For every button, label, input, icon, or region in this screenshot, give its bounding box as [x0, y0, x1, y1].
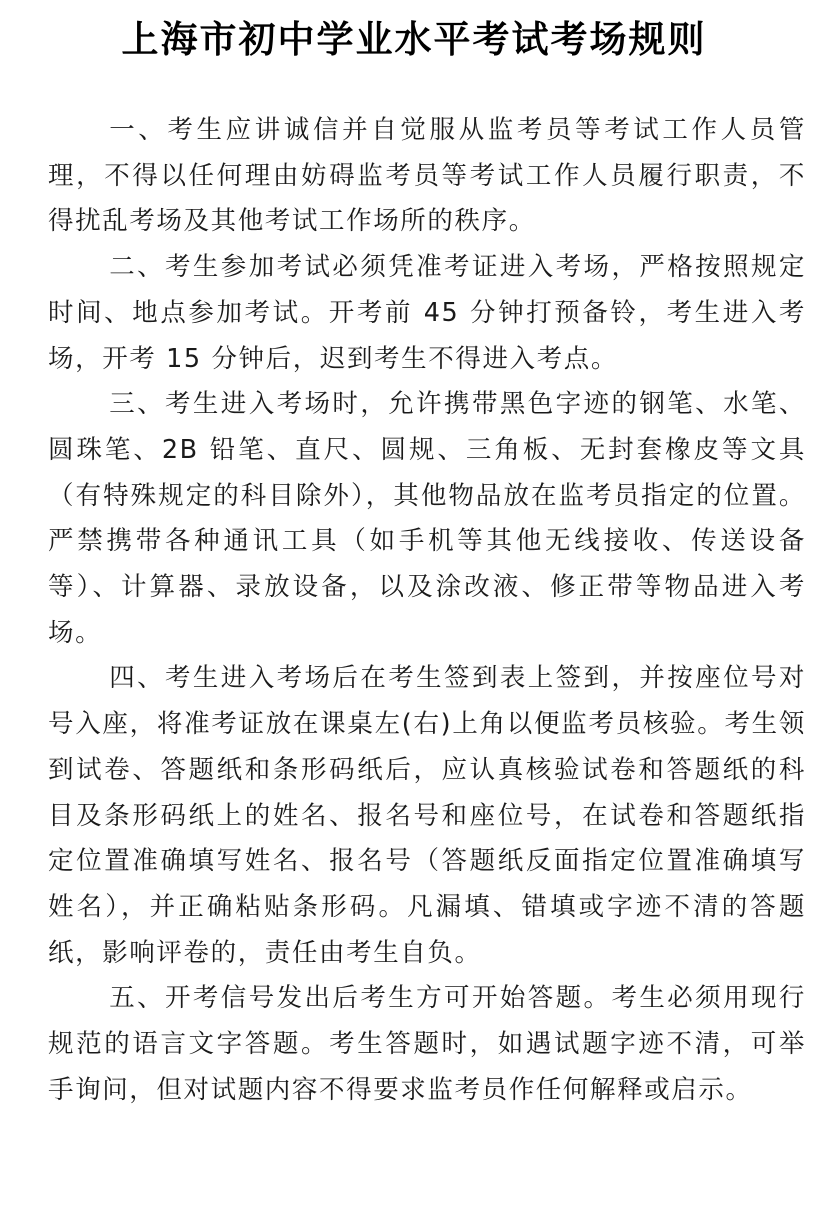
rule-paragraph-5: 五、开考信号发出后考生方可开始答题。考生必须用现行规范的语言文字答题。考生答题时，如遇试题字迹不清，可举手询问，但对试题内容不得要求监考员作任何解释或启示。: [48, 983, 806, 1105]
rule-paragraph-2: 二、考生参加考试必须凭准考证进入考场，严格按照规定时间、地点参加考试。开考前 45 分钟打预备铃，考生进入考场，开考 15 分钟后，迟到考生不得进入考点。: [48, 252, 806, 374]
rules-body: [48, 108, 806, 1113]
document-title: 上海市初中学业水平考试考场规则: [121, 17, 707, 61]
rule-paragraph-1: 一、考生应讲诚信并自觉服从监考员等考试工作人员管理，不得以任何理由妨碍监考员等考试工作人员履行职责，不得扰乱考场及其他考试工作场所的秩序。: [48, 115, 806, 237]
rule-paragraph-4: 四、考生进入考场后在考生签到表上签到，并按座位号对号入座，将准考证放在课桌左(右)上角以便监考员核验。考生领到试卷、答题纸和条形码纸后，应认真核验试卷和答题纸的科目及条形码纸上的姓名、报名号和座位号，在试卷和答题纸指定位置准确填写姓名、报名号（答题纸反面指定位置准确填写姓名），并正确粘贴条形码。凡漏填、错填或字迹不清的答题纸，影响评卷的，责任由考生自负。: [48, 663, 806, 968]
rule-paragraph-3: 三、考生进入考场时，允许携带黑色字迹的钢笔、水笔、圆珠笔、2B 铅笔、直尺、圆规、三角板、无封套橡皮等文具（有特殊规定的科目除外），其他物品放在监考员指定的位置。严禁携带各种通讯工具（如手机等其他无线接收、传送设备等）、计算器、录放设备，以及涂改液、修正带等物品进入考场。: [48, 389, 806, 648]
